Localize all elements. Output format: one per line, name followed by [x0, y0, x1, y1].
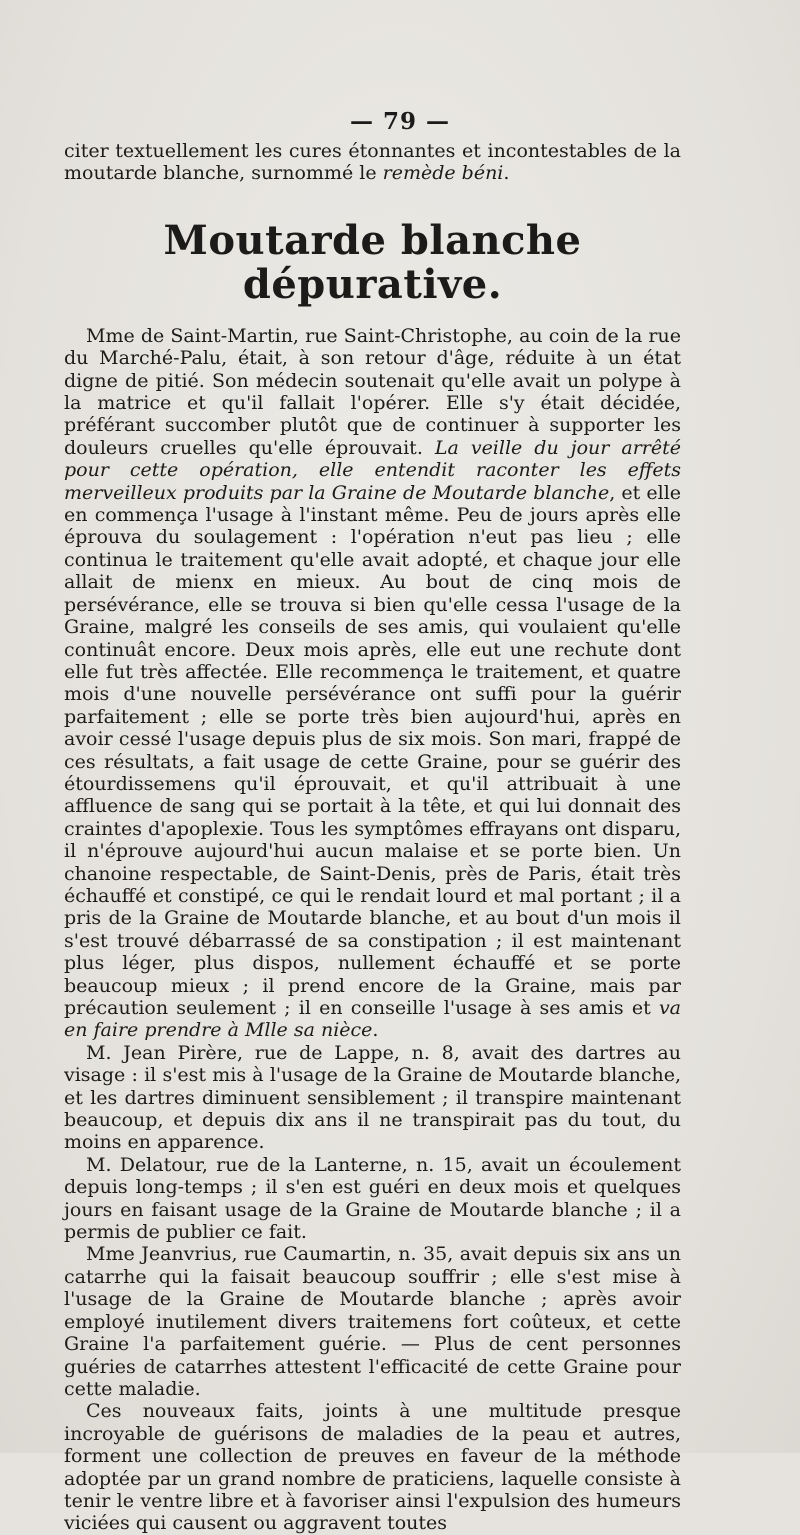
- page-body: [64, 140, 681, 1535]
- p1-text-b: , et elle en commença l'usage à l'instant même. Peu de jours après elle éprouva du soulagement : l'opération n'eut pas lieu ; elle continua le traitement qu'elle avait adopté, et chaque jour elle allait de mienx en mieux. Au bout de cinq mois de persévérance, elle se trouva si bien qu'elle cessa l'usage de la Graine, malgré les conseils de ses amis, qui voulaient qu'elle continuât encore. Deux mois après, elle eut une rechute dont elle fut très affectée. Elle recommença le traitement, et quatre mois d'une nouvelle persévérance ont suffi pour la guérir parfaitement ; elle se porte très bien aujourd'hui, après en avoir cessé l'usage depuis plus de six mois. Son mari, frappé de ces résultats, a fait usage de cette Graine, pour se guérir des étourdissemens qu'il éprouvait, et qu'il attribuait à une affluence de sang qui se portait à la tête, et qui lui donnait des craintes d'apoplexie. Tous les symptômes effrayans ont disparu, il n'éprouve aujourd'hui aucun malaise et se porte bien. Un chanoine respectable, de Saint-Denis, près de Paris, était très échauffé et constipé, ce qui le rendait lourd et mal portant ; il a pris de la Graine de Moutarde blanche, et au bout d'un mois il s'est trouvé débarrassé de sa constipation ; il est maintenant plus léger, plus dispos, nullement échauffé et se porte beaucoup mieux ; il prend encore de la Graine, mais par précaution seulement ; il en conseille l'usage à ses amis et: [64, 481, 682, 1019]
- section-title: Moutarde blanche dépurative.: [163, 216, 582, 308]
- paragraph-jeanvrius: Mme Jeanvrius, rue Caumartin, n. 35, avait depuis six ans un catarrhe qui la faisait beaucoup souffrir ; elle s'est mise à l'usage de la Graine de Moutarde blanche ; après avoir employé inutilement divers traitemens fort coûteux, et cette Graine l'a parfaitement guérie. — Plus de cent personnes guéries de catarrhes attestent l'efficacité de cette Graine pour cette maladie.: [64, 1243, 681, 1400]
- p1-text-a: Mme de Saint-Martin, rue Saint-Christophe, au coin de la rue du Marché-Palu, était, à son retour d'âge, réduite à un état digne de pitié. Son médecin soutenait qu'elle avait un polype à la matrice et qu'il fallait l'opérer. Elle s'y était décidée, préférant succomber plutôt que de continuer à supporter les douleurs cruelles qu'elle éprouvait.: [64, 324, 681, 459]
- p1-italic-a: La veille du jour arrêté pour cette opération, elle entendit raconter les effets merveilleux produits par la Graine de Moutarde blanche: [64, 436, 681, 504]
- intro-paragraph: [64, 140, 681, 185]
- paragraph-saint-martin: [64, 325, 681, 1042]
- intro-end: .: [503, 162, 510, 185]
- intro-text: citer textuellement les cures étonnantes et incontestables de la moutarde blanche, surnommé le: [64, 140, 681, 185]
- paragraph-pirere: M. Jean Pirère, rue de Lappe, n. 8, avait des dartres au visage : il s'est mis à l'usage de la Graine de Moutarde blanche, et les dartres diminuent sensiblement ; il transpire maintenant beaucoup, et depuis dix ans il ne transpirait pas du tout, du moins en apparence.: [64, 1041, 681, 1154]
- p1-italic-b: va en faire prendre à Mlle sa nièce: [64, 997, 681, 1042]
- paragraph-conclusion: Ces nouveaux faits, joints à une multitude presque incroyable de guérisons de maladies de la peau et autres, forment une collection de preuves en faveur de la méthode adoptée par un grand nombre de praticiens, laquelle consiste à tenir le ventre libre et à favoriser ainsi l'expulsion des humeurs viciées qui causent ou aggravent toutes: [64, 1400, 681, 1535]
- paragraph-delatour: M. Delatour, rue de la Lanterne, n. 15, avait un écoulement depuis long-temps ; il s'en est guéri en deux mois et quelques jours en faisant usage de la Graine de Moutarde blanche ; il a permis de publier ce fait.: [64, 1153, 681, 1244]
- page-number: — 79 —: [349, 108, 451, 135]
- intro-italic: remède béni: [382, 162, 504, 185]
- p1-text-c: .: [372, 1019, 379, 1042]
